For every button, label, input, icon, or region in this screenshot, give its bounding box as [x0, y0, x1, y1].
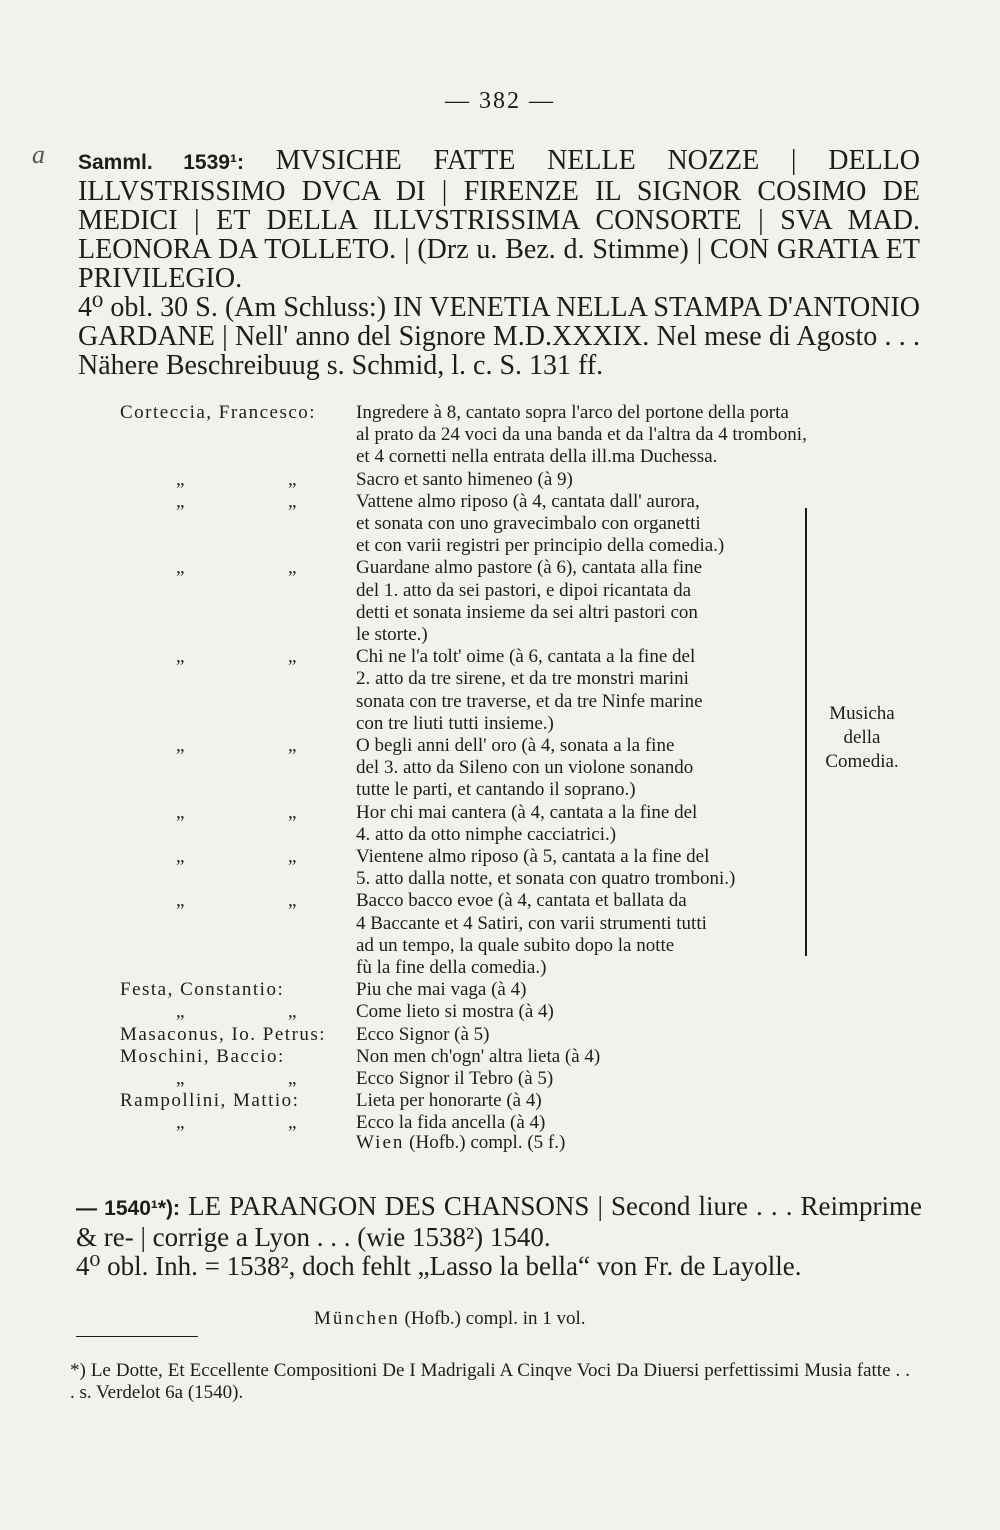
work-line: et sonata con uno gravecimbalo con organetti	[356, 513, 701, 534]
footnote-text: *) Le Dotte, Et Eccellente Compositioni De I Madrigali A Cinqve Voci Da Diuersi perfettissimi Musia fatte . . . s. Verdelot 6a (1540).	[70, 1360, 910, 1403]
ditto-mark: „	[176, 801, 185, 823]
work-line: Ecco la fida ancella (à 4)	[356, 1112, 546, 1134]
work-line: Chi ne l'a tolt' oime (à 6, cantata a la fine del	[356, 646, 696, 668]
ditto-mark: „	[176, 468, 185, 490]
work-line: et con varii registri per principio della comedia.)	[356, 535, 725, 557]
footnote-rule	[76, 1336, 198, 1337]
work-line: Piu che mai vaga (à 4)	[356, 979, 527, 1001]
library-1540-place: München	[314, 1308, 400, 1329]
ditto-mark: „	[288, 646, 297, 668]
entry-1540-title: LE PARANGON DES CHANSONS | Second liure . . . Reimprime & re- | corrige a Lyon . . . (wie 1538²) 1540.	[76, 1191, 923, 1252]
ditto-mark: „	[176, 846, 185, 867]
work-line: 4 Baccante et 4 Satiri, con varii strumenti tutti	[356, 912, 707, 934]
library-1539	[356, 1132, 565, 1154]
work-line: O begli anni dell' oro (à 4, sonata a la fine	[356, 735, 675, 756]
composer-name: Corteccia, Francesco:	[120, 402, 317, 423]
entry-1539-imprint: 4⁰ obl. 30 S. (Am Schluss:) IN VENETIA NELLA STAMPA D'ANTONIO GARDANE | Nell' anno del Signore M.D.XXXIX. Nel mese di Agosto . . . Nähere Beschreibuug s. Schmid, l. c. S. 131 ff.	[78, 292, 920, 381]
work-line: Non men ch'ogn' altra lieta (à 4)	[356, 1045, 601, 1067]
brace-note	[814, 702, 910, 774]
entry-1540	[76, 1192, 922, 1281]
work-line: Ingredere à 8, cantato sopra l'arco del portone della porta	[356, 402, 789, 423]
work-line: le storte.)	[356, 624, 428, 645]
ditto-mark: „	[288, 468, 297, 490]
ditto-mark: „	[288, 557, 297, 579]
work-line: Ecco Signor (à 5)	[356, 1023, 490, 1045]
brace-note-line: Musicha	[829, 703, 895, 724]
work-line: Come lieto si mostra (à 4)	[356, 1001, 554, 1023]
work-line: Bacco bacco evoe (à 4, cantata et ballata da	[356, 890, 687, 912]
library-1540	[314, 1308, 586, 1330]
ditto-mark: „	[288, 801, 297, 823]
work-line: del 3. atto da Sileno con un violone sonando	[356, 757, 694, 779]
ditto-mark: „	[176, 735, 185, 756]
ditto-mark: „	[288, 1112, 297, 1134]
composer-name: Festa, Constantio:	[120, 979, 285, 1001]
entry-1539-label: Samml. 1539¹:	[78, 151, 244, 174]
entry-1539-heading	[78, 146, 920, 293]
brace-note-line: Comedia.	[825, 751, 899, 772]
ditto-mark: „	[176, 490, 185, 512]
work-line: et 4 cornetti nella entrata della ill.ma Duchessa.	[356, 446, 718, 468]
ditto-mark: „	[288, 735, 297, 756]
ditto-mark: „	[288, 846, 297, 867]
footnote	[70, 1360, 910, 1404]
library-1539-rest: (Hofb.) compl. (5 f.)	[409, 1132, 566, 1153]
work-line: sonata con tre traverse, et da tre Ninfe marine	[356, 690, 703, 712]
work-line: Vattene almo riposo (à 4, cantata dall' aurora,	[356, 490, 700, 512]
work-line: detti et sonata insieme da sei altri pastori con	[356, 601, 698, 623]
work-line: Sacro et santo himeneo (à 9)	[356, 468, 573, 490]
ditto-mark: „	[176, 1068, 185, 1089]
composer-name: Masaconus, Io. Petrus:	[120, 1023, 327, 1045]
work-line: Vientene almo riposo (à 5, cantata a la fine del	[356, 846, 710, 867]
ditto-mark: „	[176, 646, 185, 668]
entry-1539-title: MVSICHE FATTE NELLE NOZZE | DELLO ILLVSTRISSIMO DVCA DI | FIRENZE IL SIGNOR COSIMO DE MEDICI | ET DELLA ILLVSTRISSIMA CONSORTE | SVA MAD. LEONORA DA TOLLETO. | (Drz u. Bez. d. Stimme) | CON GRATIA ET PRIVILEGIO.	[78, 145, 920, 294]
composer-name: Rampollini, Mattio:	[120, 1090, 300, 1112]
work-line: ad un tempo, la quale subito dopo la notte	[356, 934, 675, 956]
ditto-mark: „	[176, 890, 185, 912]
ditto-mark: „	[288, 890, 297, 912]
work-line: Hor chi mai cantera (à 4, cantata a la fine del	[356, 801, 698, 823]
work-line: tutte le parti, et cantando il soprano.)	[356, 779, 636, 801]
ditto-mark: „	[176, 1001, 185, 1023]
brace-bracket	[795, 508, 807, 956]
ditto-mark: „	[288, 1068, 297, 1089]
work-line: 2. atto da tre sirene, et da tre monstri marini	[356, 668, 689, 690]
work-line: fù la fine della comedia.)	[356, 957, 547, 978]
page-number: — 382 —	[445, 88, 555, 114]
entry-1540-heading	[76, 1192, 922, 1252]
ditto-mark: „	[176, 557, 185, 579]
ditto-mark: „	[288, 490, 297, 512]
ditto-mark: „	[176, 1112, 185, 1134]
library-1539-place: Wien	[356, 1132, 405, 1153]
work-line: Guardane almo pastore (à 6), cantata alla fine	[356, 557, 703, 579]
work-line: Ecco Signor il Tebro (à 5)	[356, 1068, 554, 1089]
work-line: con tre liuti tutti insieme.)	[356, 712, 554, 734]
library-1540-rest: (Hofb.) compl. in 1 vol.	[404, 1308, 586, 1329]
entry-1540-contents: 4⁰ obl. Inh. = 1538², doch fehlt „Lasso la bella“ von Fr. de Layolle.	[76, 1251, 802, 1281]
brace-note-line: della	[843, 727, 881, 748]
work-line: 5. atto dalla notte, et sonata con quatro tromboni.)	[356, 868, 736, 890]
work-line: al prato da 24 voci da una banda et da l'altra da 4 tromboni,	[356, 424, 807, 446]
work-line: del 1. atto da sei pastori, e dipoi ricantata da	[356, 579, 692, 601]
composer-name: Moschini, Baccio:	[120, 1045, 285, 1067]
work-line: 4. atto da otto nimphe cacciatrici.)	[356, 823, 617, 845]
entry-1540-label: — 1540¹*):	[76, 1197, 181, 1220]
margin-mark: a	[32, 140, 45, 169]
entry-1539	[78, 146, 920, 380]
work-line: Lieta per honorarte (à 4)	[356, 1090, 542, 1112]
ditto-mark: „	[288, 1001, 297, 1023]
